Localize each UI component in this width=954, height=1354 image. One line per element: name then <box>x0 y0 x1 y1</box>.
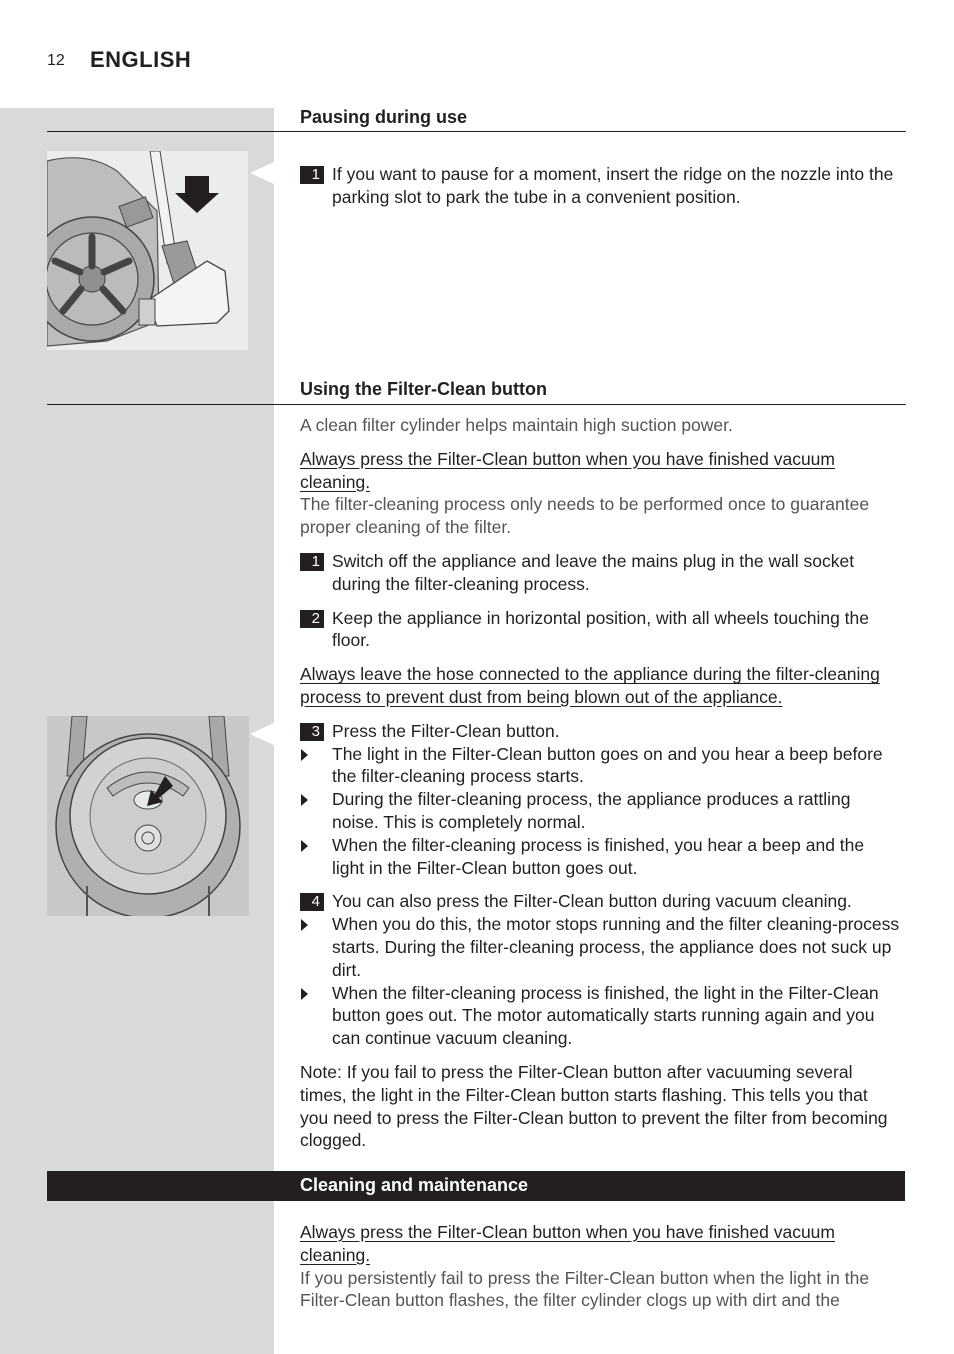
bullet-item: The light in the Filter-Clean button goes on and you hear a beep before the filter-cleaning process starts. <box>300 743 900 789</box>
section-rule <box>47 131 906 132</box>
explanation-text: The filter-cleaning process only needs to be performed once to guarantee proper cleaning of the filter. <box>300 494 870 538</box>
section-banner <box>47 1171 905 1201</box>
pause-steps <box>300 163 900 209</box>
section-rule <box>47 404 906 405</box>
step-number: 3 <box>300 723 324 741</box>
step-text: You can also press the Filter-Clean button during vacuum cleaning. <box>332 891 852 912</box>
note-text: Note: If you fail to press the Filter-Clean button after vacuuming several times, the light in the Filter-Clean button starts flashing. This tells you that you need to press the Filter-Clean button to prevent the filter from becoming clogged. <box>300 1061 888 1151</box>
warning-text: Always leave the hose connected to the appliance during the filter-cleaning process to prevent dust from being blown out of the appliance. <box>300 664 880 707</box>
step-item <box>300 163 900 209</box>
step-item <box>300 607 900 653</box>
section-heading-filter-clean: Using the Filter-Clean button <box>300 379 547 399</box>
warning-text: Always press the Filter-Clean button when you have finished vacuum cleaning. <box>300 448 835 492</box>
intro-text: A clean filter cylinder helps maintain high suction power. <box>300 415 733 435</box>
language-heading: ENGLISH <box>90 47 192 72</box>
figure-pointer <box>250 722 276 746</box>
step-item <box>300 720 900 743</box>
step-item <box>300 890 900 913</box>
figure-pointer <box>250 161 276 185</box>
illustration-filter-clean-button <box>47 716 249 916</box>
illustration-parking-tube <box>47 151 248 350</box>
page-number: 12 <box>47 52 65 69</box>
section-heading-cleaning: Cleaning and maintenance <box>300 1175 529 1195</box>
explanation-text: If you persistently fail to press the Filter-Clean button when the light in the Filter-Clean button flashes, the filter cylinder clogs up with dirt and the <box>300 1267 870 1311</box>
step-number: 4 <box>300 893 324 911</box>
cleaning-content <box>300 1221 900 1312</box>
bullet-item: When you do this, the motor stops running and the filter cleaning-process starts. During the filter-cleaning process, the appliance does not suck up dirt. <box>300 913 900 981</box>
step-text: Press the Filter-Clean button. <box>332 720 560 741</box>
bullet-item: When the filter-cleaning process is finished, you hear a beep and the light in the Filter-Clean button goes out. <box>300 834 900 880</box>
step-text: If you want to pause for a moment, insert the ridge on the nozzle into the parking slot to park the tube in a convenient position. <box>332 164 894 207</box>
step-number: 1 <box>300 553 324 571</box>
bullet-item: During the filter-cleaning process, the appliance produces a rattling noise. This is completely normal. <box>300 788 900 834</box>
step-text: Keep the appliance in horizontal position, with all wheels touching the floor. <box>332 607 870 651</box>
filter-clean-content <box>300 414 900 1152</box>
filter-clean-illustration <box>47 716 249 916</box>
section-heading-pausing: Pausing during use <box>300 107 468 127</box>
step-text: Switch off the appliance and leave the mains plug in the wall socket during the filter-cleaning process. <box>332 550 855 594</box>
warning-text: Always press the Filter-Clean button when you have finished vacuum cleaning. <box>300 1222 835 1265</box>
bullet-item: When the filter-cleaning process is finished, the light in the Filter-Clean button goes out. The motor automatically starts running again and you can continue vacuum cleaning. <box>300 982 900 1050</box>
vacuum-parking-illustration <box>47 151 248 350</box>
step-number: 2 <box>300 610 324 628</box>
step-item <box>300 550 900 596</box>
step-number: 1 <box>300 166 324 184</box>
